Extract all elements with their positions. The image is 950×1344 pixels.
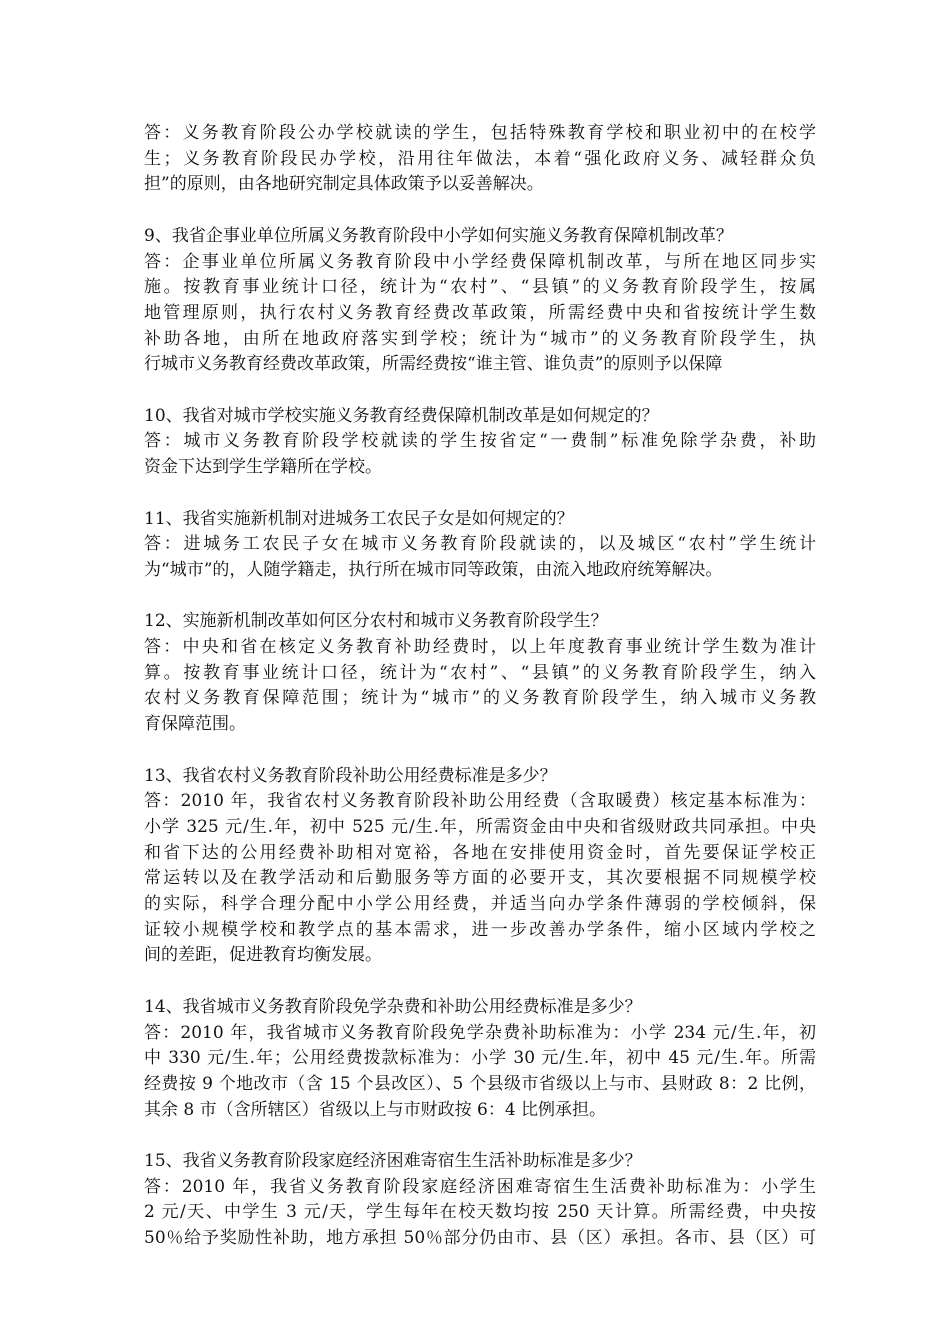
text-line: 补助各地，由所在地政府落实到学校；统计为“城市”的义务教育阶段学生，执 [144, 328, 816, 349]
text-line: 资金下达到学生学籍所在学校。 [144, 457, 382, 478]
text-line: 农村义务教育保障范围；统计为“城市”的义务教育阶段学生，纳入城市义务教 [144, 688, 816, 709]
question-heading: 11、我省实施新机制对进城务工农民子女是如何规定的？ [144, 508, 574, 529]
text-line: 中 330 元/生.年；公用经费拨款标准为：小学 30 元/生.年，初中 45 元/生.年。所需 [144, 1048, 816, 1069]
text-line: 施。按教育事业统计口径，统计为“农村”、“县镇”的义务教育阶段学生，按属 [144, 277, 816, 298]
text-line: 答：城市义务教育阶段学校就读的学生按省定“一费制”标准免除学杂费，补助 [144, 431, 816, 452]
text-line: 算。按教育事业统计口径，统计为“农村”、“县镇”的义务教育阶段学生，纳入 [144, 662, 816, 683]
question-12-section [144, 609, 816, 738]
text-line: 2 元/天、中学生 3 元/天，学生每年在校天数均按 250 天计算。所需经费，中央按 [144, 1202, 816, 1223]
question-15-section [144, 1149, 816, 1252]
text-line: 的实际，科学合理分配中小学公用经费，并适当向办学条件薄弱的学校倾斜，保 [144, 894, 816, 915]
text-line: 间的差距，促进教育均衡发展。 [144, 945, 382, 966]
text-line: 常运转以及在教学活动和后勤服务等方面的必要开支，其次要根据不同规模学校 [144, 868, 816, 889]
text-line: 经费按 9 个地改市（含 15 个县改区）、5 个县级市省级以上与市、县财政 8：2 比例， [144, 1073, 816, 1094]
text-line: 和省下达的公用经费补助相对宽裕，各地在安排使用资金时，首先要保证学校正 [144, 842, 816, 863]
text-line: 其余 8 市（含所辖区）省级以上与市财政按 6：4 比例承担。 [144, 1099, 607, 1120]
question-heading: 10、我省对城市学校实施义务教育经费保障机制改革是如何规定的？ [144, 405, 659, 426]
document-body [144, 121, 816, 1278]
question-heading: 15、我省义务教育阶段家庭经济困难寄宿生生活补助标准是多少？ [144, 1151, 642, 1172]
answer-8-paragraph [144, 121, 816, 198]
text-line: 答：2010 年，我省农村义务教育阶段补助公用经费（含取暖费）核定基本标准为： [144, 791, 816, 812]
question-11-section [144, 507, 816, 584]
text-line: 50％给予奖励性补助，地方承担 50％部分仍由市、县（区）承担。各市、县（区）可 [144, 1228, 816, 1249]
text-line: 担”的原则，由各地研究制定具体政策予以妥善解决。 [144, 174, 544, 195]
text-line: 地管理原则，执行农村义务教育经费改革政策，所需经费中央和省按统计学生数 [144, 302, 816, 323]
text-line: 答：义务教育阶段公办学校就读的学生，包括特殊教育学校和职业初中的在校学 [144, 123, 816, 143]
text-line: 答：中央和省在核定义务教育补助经费时，以上年度教育事业统计学生数为准计 [144, 637, 816, 657]
question-heading: 13、我省农村义务教育阶段补助公用经费标准是多少？ [144, 765, 557, 786]
text-line: 答：进城务工农民子女在城市义务教育阶段就读的，以及城区“农村”学生统计 [144, 534, 816, 555]
text-line: 为“城市”的，人随学籍走，执行所在城市同等政策，由流入地政府统筹解决。 [144, 559, 723, 580]
text-line: 育保障范围。 [144, 714, 246, 735]
text-line: 生；义务教育阶段民办学校，沿用往年做法，本着“强化政府义务、减轻群众负 [144, 148, 816, 169]
question-13-section [144, 764, 816, 970]
question-heading: 14、我省城市义务教育阶段免学杂费和补助公用经费标准是多少？ [144, 996, 642, 1017]
text-line: 答：2010 年，我省义务教育阶段家庭经济困难寄宿生生活费补助标准为：小学生 [144, 1176, 816, 1197]
question-10-section [144, 404, 816, 481]
question-9-section [144, 224, 816, 378]
text-line: 答：2010 年，我省城市义务教育阶段免学杂费补助标准为：小学 234 元/生.年，初 [144, 1022, 816, 1043]
text-line: 证较小规模学校和教学点的基本需求，进一步改善办学条件，缩小区域内学校之 [144, 919, 816, 940]
text-line: 行城市义务教育经费改革政策，所需经费按“谁主管、谁负责”的原则予以保障 [144, 354, 723, 375]
question-heading: 9、我省企事业单位所属义务教育阶段中小学如何实施义务教育保障机制改革？ [144, 225, 733, 246]
text-line: 答：企事业单位所属义务教育阶段中小学经费保障机制改革，与所在地区同步实 [144, 251, 816, 272]
question-14-section [144, 995, 816, 1124]
question-heading: 12、实施新机制改革如何区分农村和城市义务教育阶段学生？ [144, 611, 608, 632]
text-line: 小学 325 元/生.年，初中 525 元/生.年，所需资金由中央和省级财政共同承担。中央 [144, 816, 816, 837]
